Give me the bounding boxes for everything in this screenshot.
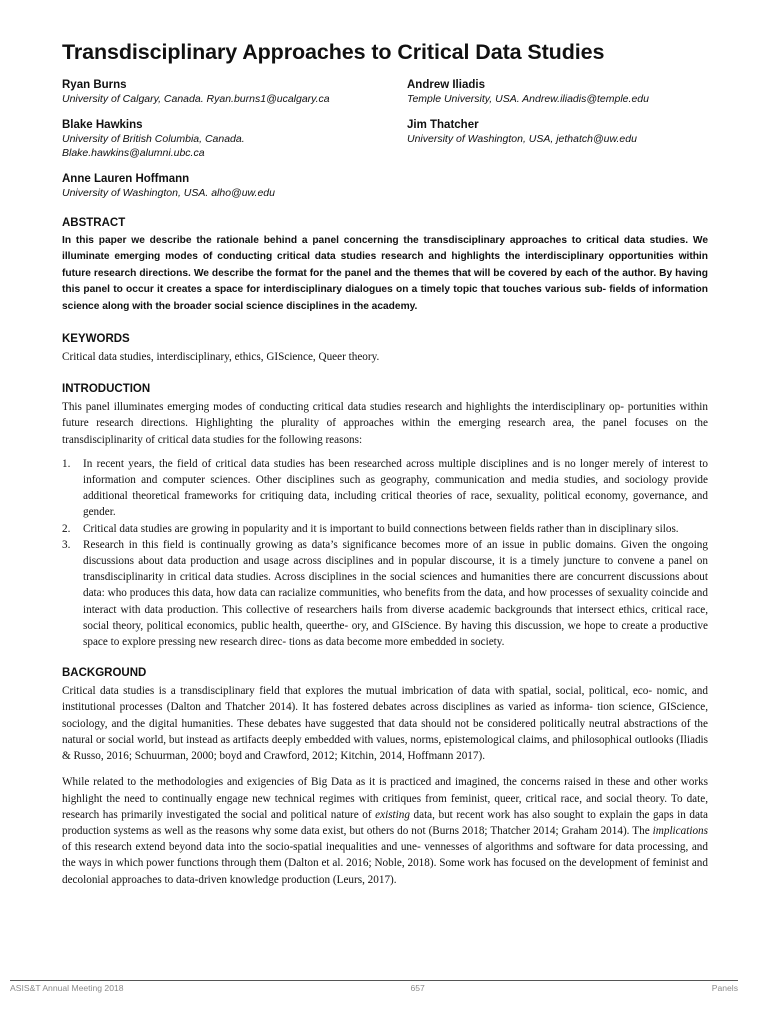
keywords-heading: KEYWORDS [62, 333, 130, 346]
footer-section: Panels [711, 983, 738, 993]
author-name: Blake Hawkins [62, 119, 143, 131]
author-name: Jim Thatcher [407, 119, 479, 131]
author-email: Blake.hawkins@alumni.ubc.ca [62, 147, 205, 159]
paper-title: Transdisciplinary Approaches to Critical Data Studies [62, 40, 605, 64]
abstract-heading: ABSTRACT [62, 217, 126, 229]
emphasis-text: existing [375, 808, 410, 821]
background-paragraph-1: Critical data studies is a transdisciplinary field that explores the mutual imbrication of data with spatial, social, political, eco- nomic, and institutional processes (Dalton and Thatcher 2014). It has fostered debates across disciplines as varied as informa- tion science, GIScience, sociology, and the digital humanities. These debates have suggested that data should not be considered politically neutral abstractions of the natural or social world, but instead as artifacts deeply embedded with values, norms, epistemological claims, and philosophical outlooks (Iliadis & Russo, 2016; Schuurman, 2000; boyd and Crawford, 2012; Kitchin, 2014, Hoffmann 2017). [62, 685, 708, 763]
list-text: Critical data studies are growing in popularity and it is important to build connections between fields rather than in disciplinary silos. [83, 522, 679, 535]
author-affiliation: Temple University, USA. Andrew.iliadis@temple.edu [407, 93, 649, 105]
reasons-list [62, 456, 708, 650]
list-number: 1. [62, 457, 71, 470]
emphasis-text: implications [652, 824, 708, 837]
author-block [62, 172, 407, 200]
background-heading: BACKGROUND [62, 667, 147, 680]
list-item [62, 521, 708, 537]
author-list [62, 78, 708, 200]
keywords-text: Critical data studies, interdisciplinary, ethics, GIScience, Queer theory. [62, 351, 380, 364]
author-affiliation: University of British Columbia, Canada. [62, 133, 245, 145]
abstract-text: In this paper we describe the rationale behind a panel concerning the transdisciplinary approaches to critical data studies. We illuminate emerging modes of conducting critical data studies research and highlights the interdisciplinary opportunities within future research directions. We describe the format for the panel and the themes that will be covered by each of the author. By having this panel to occur it creates a space for interdisciplinary dialogues on a timely topic that touches various sub- fields of information science along with the broader social science disciplines in the academy. [62, 235, 708, 312]
author-name: Anne Lauren Hoffmann [62, 173, 190, 185]
author-block [407, 78, 708, 106]
author-name: Ryan Burns [62, 79, 127, 91]
paragraph-text: of this research extend beyond data into the socio-spatial inequalities and une- vennesses of algorithms and software for data processing, and the ways in which power functions through them (Dalton et al. 2016; Noble, 2018). Some work has focused on the development of feminist and decolonial approaches to data-driven knowledge production (Leurs, 2017). [62, 841, 708, 886]
author-block [407, 118, 708, 160]
list-text: In recent years, the field of critical data studies has been researched across multiple disciplines and is no longer merely of interest to information and computer sciences. Other disciplines such as geography, communication and media studies, and sociology provide additional theoretical frameworks for critiquing data, including critical theories of race, sexuality, political economy, governance, and gender. [83, 457, 708, 519]
author-block [62, 78, 407, 106]
author-name: Andrew Iliadis [407, 79, 485, 91]
background-paragraph-2 [62, 774, 708, 887]
introduction-text: This panel illuminates emerging modes of conducting critical data studies research and highlights the interdisciplinary op- portunities within future research directions. Highlighting the plurality of approaches within the emerging research area, the panel focuses on the transdisciplinarity of critical data studies for the following reasons: [62, 401, 708, 446]
list-text: Research in this field is continually growing as data’s significance becomes more of an issue in public domains. Given the ongoing discussions about data production and usage across disciplines and in popular discourse, it is a timely juncture to convene a panel on transdisciplinarity in critical data studies. Across disciplines in the social sciences and humanities there are concurrent discussions about data: who produces this data, how data can racialize communities, who benefits from the data, and how processes of sexuality coincide and interact with data production. This collective of researchers hails from diverse academic backgrounds that intersect ethics, critical race, social theory, political economics, public health, queerthe- ory, and GIScience. By having this discussion, we hope to create a productive space to explore pressing new research direc- tions as data become more embedded in society. [83, 538, 708, 649]
paragraph-text: data, but recent work has also sought to explain the gaps in data production systems as well as the reasons why some data exist, but others do not (Burns 2018; Thatcher 2014; Graham 2014). The [62, 808, 708, 837]
list-number: 3. [62, 538, 71, 551]
author-affiliation: University of Washington, USA. alho@uw.edu [62, 187, 275, 199]
footer-page-number: 657 [410, 983, 425, 993]
author-block [62, 118, 407, 160]
list-number: 2. [62, 522, 71, 535]
footer-conference: ASIS&T Annual Meeting 2018 [10, 983, 124, 993]
paragraph-text: While related to the methodologies and exigencies of Big Data as it is practiced and imagined, the concerns raised in these and other works highlight the need to continually engage new technical regimes with critiques from feminist, queer, critical race, and social theory. To date, research has primarily investigated the social and political nature of [62, 776, 708, 821]
author-affiliation: University of Calgary, Canada. Ryan.burns1@ucalgary.ca [62, 93, 330, 105]
author-affiliation: University of Washington, USA, jethatch@uw.edu [407, 133, 637, 145]
list-item [62, 456, 708, 521]
introduction-heading: INTRODUCTION [62, 383, 151, 396]
paper-page [62, 40, 708, 888]
page-footer [10, 980, 738, 993]
list-item [62, 537, 708, 650]
